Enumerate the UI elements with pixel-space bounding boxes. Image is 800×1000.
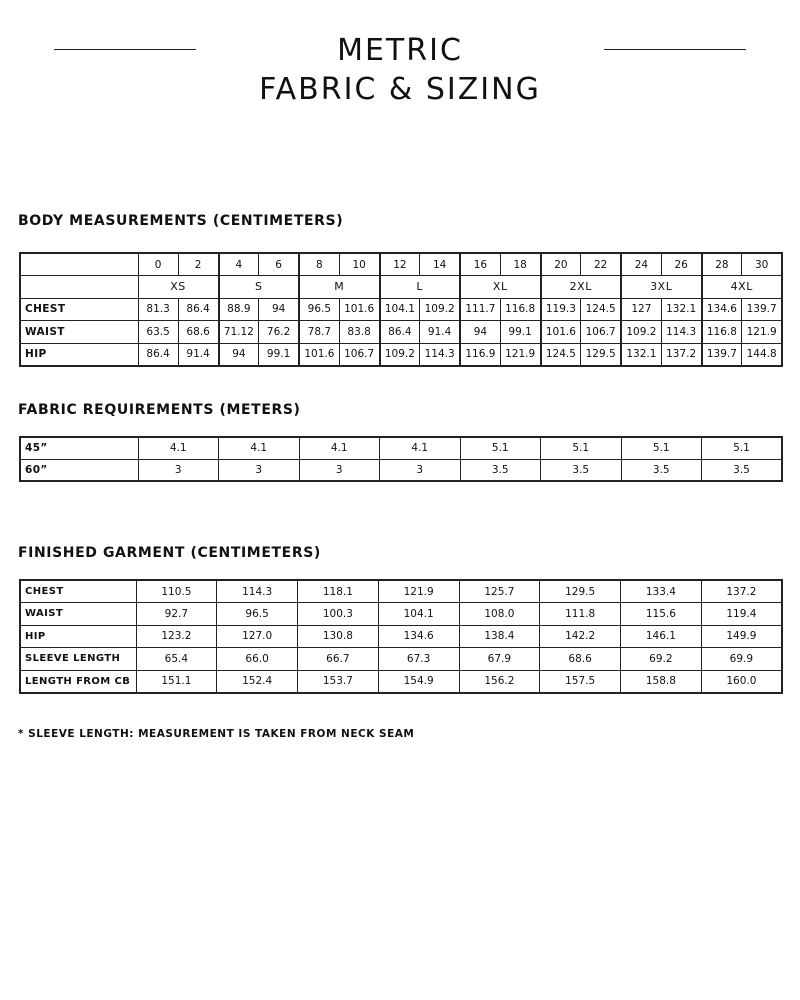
value-cell: 114.3 [661, 321, 701, 344]
value-cell: 139.7 [702, 343, 742, 366]
value-cell: 69.9 [701, 648, 782, 671]
numeric-size-cell: 22 [581, 253, 621, 276]
value-cell: 71.12 [219, 321, 259, 344]
fabric-requirements-heading: FABRIC REQUIREMENTS (METERS) [18, 402, 301, 418]
value-cell: 4.1 [380, 437, 461, 459]
row-label: CHEST [20, 580, 136, 603]
value-cell: 66.0 [217, 648, 298, 671]
numeric-size-cell: 6 [259, 253, 299, 276]
value-cell: 101.6 [299, 343, 339, 366]
corner-cell [20, 253, 138, 276]
corner-cell [20, 276, 138, 299]
value-cell: 121.9 [500, 343, 540, 366]
value-cell: 3.5 [460, 459, 541, 481]
value-cell: 106.7 [339, 343, 379, 366]
value-cell: 137.2 [661, 343, 701, 366]
value-cell: 99.1 [259, 343, 299, 366]
value-cell: 5.1 [621, 437, 702, 459]
row-label: WAIST [20, 321, 138, 344]
finished-garment-table [19, 579, 783, 694]
letter-size-cell: 4XL [702, 276, 783, 299]
value-cell: 101.6 [339, 298, 379, 321]
value-cell: 86.4 [138, 343, 178, 366]
sleeve-length-footnote: * SLEEVE LENGTH: MEASUREMENT IS TAKEN FROM NECK SEAM [18, 728, 415, 740]
letter-size-cell: XS [138, 276, 219, 299]
numeric-size-cell: 16 [460, 253, 500, 276]
value-cell: 134.6 [702, 298, 742, 321]
value-cell: 67.9 [459, 648, 540, 671]
value-cell: 124.5 [541, 343, 581, 366]
value-cell: 138.4 [459, 625, 540, 648]
numeric-size-cell: 30 [742, 253, 782, 276]
value-cell: 99.1 [500, 321, 540, 344]
value-cell: 142.2 [540, 625, 621, 648]
value-cell: 114.3 [420, 343, 460, 366]
numeric-size-cell: 12 [380, 253, 420, 276]
numeric-size-cell: 28 [702, 253, 742, 276]
value-cell: 115.6 [621, 603, 702, 626]
numeric-size-cell: 0 [138, 253, 178, 276]
value-cell: 149.9 [701, 625, 782, 648]
value-cell: 121.9 [742, 321, 782, 344]
numeric-size-cell: 14 [420, 253, 460, 276]
page-title-line2: FABRIC & SIZING [259, 72, 541, 107]
row-label: 60” [20, 459, 138, 481]
table-row [20, 437, 782, 459]
value-cell: 158.8 [621, 670, 702, 693]
value-cell: 119.4 [701, 603, 782, 626]
value-cell: 63.5 [138, 321, 178, 344]
value-cell: 121.9 [378, 580, 459, 603]
value-cell: 92.7 [136, 603, 217, 626]
value-cell: 83.8 [339, 321, 379, 344]
row-label: LENGTH FROM CB [20, 670, 136, 693]
value-cell: 66.7 [298, 648, 379, 671]
value-cell: 111.7 [460, 298, 500, 321]
value-cell: 133.4 [621, 580, 702, 603]
value-cell: 78.7 [299, 321, 339, 344]
value-cell: 123.2 [136, 625, 217, 648]
value-cell: 4.1 [299, 437, 380, 459]
table-row [20, 603, 782, 626]
value-cell: 94 [460, 321, 500, 344]
value-cell: 132.1 [621, 343, 661, 366]
value-cell: 116.8 [500, 298, 540, 321]
body-measurements-table [19, 252, 783, 367]
value-cell: 3 [380, 459, 461, 481]
value-cell: 86.4 [178, 298, 218, 321]
numeric-size-row [20, 253, 782, 276]
value-cell: 119.3 [541, 298, 581, 321]
table-row [20, 343, 782, 366]
fabric-requirements-table [19, 436, 783, 482]
value-cell: 153.7 [298, 670, 379, 693]
value-cell: 154.9 [378, 670, 459, 693]
value-cell: 160.0 [701, 670, 782, 693]
table-row [20, 670, 782, 693]
value-cell: 76.2 [259, 321, 299, 344]
numeric-size-cell: 20 [541, 253, 581, 276]
row-label: SLEEVE LENGTH [20, 648, 136, 671]
table-row [20, 625, 782, 648]
value-cell: 109.2 [380, 343, 420, 366]
value-cell: 81.3 [138, 298, 178, 321]
value-cell: 3.5 [541, 459, 622, 481]
value-cell: 94 [259, 298, 299, 321]
value-cell: 151.1 [136, 670, 217, 693]
table-row [20, 298, 782, 321]
value-cell: 129.5 [540, 580, 621, 603]
letter-size-cell: 2XL [541, 276, 622, 299]
row-label: WAIST [20, 603, 136, 626]
value-cell: 114.3 [217, 580, 298, 603]
value-cell: 68.6 [540, 648, 621, 671]
value-cell: 106.7 [581, 321, 621, 344]
letter-size-cell: L [380, 276, 461, 299]
row-label: CHEST [20, 298, 138, 321]
page-title-line1: METRIC [337, 33, 463, 68]
value-cell: 125.7 [459, 580, 540, 603]
value-cell: 96.5 [217, 603, 298, 626]
value-cell: 91.4 [420, 321, 460, 344]
row-label: HIP [20, 343, 138, 366]
value-cell: 65.4 [136, 648, 217, 671]
value-cell: 101.6 [541, 321, 581, 344]
value-cell: 111.8 [540, 603, 621, 626]
value-cell: 3 [219, 459, 300, 481]
numeric-size-cell: 4 [219, 253, 259, 276]
table-row [20, 321, 782, 344]
value-cell: 157.5 [540, 670, 621, 693]
value-cell: 67.3 [378, 648, 459, 671]
value-cell: 104.1 [378, 603, 459, 626]
letter-size-cell: XL [460, 276, 541, 299]
value-cell: 86.4 [380, 321, 420, 344]
value-cell: 146.1 [621, 625, 702, 648]
value-cell: 110.5 [136, 580, 217, 603]
value-cell: 4.1 [138, 437, 219, 459]
value-cell: 116.9 [460, 343, 500, 366]
value-cell: 109.2 [621, 321, 661, 344]
value-cell: 124.5 [581, 298, 621, 321]
value-cell: 127 [621, 298, 661, 321]
value-cell: 129.5 [581, 343, 621, 366]
value-cell: 96.5 [299, 298, 339, 321]
value-cell: 69.2 [621, 648, 702, 671]
row-label: HIP [20, 625, 136, 648]
table-row [20, 459, 782, 481]
value-cell: 134.6 [378, 625, 459, 648]
value-cell: 144.8 [742, 343, 782, 366]
value-cell: 3.5 [702, 459, 783, 481]
letter-size-row [20, 276, 782, 299]
value-cell: 152.4 [217, 670, 298, 693]
body-measurements-heading: BODY MEASUREMENTS (CENTIMETERS) [18, 213, 344, 229]
value-cell: 132.1 [661, 298, 701, 321]
row-label: 45” [20, 437, 138, 459]
value-cell: 100.3 [298, 603, 379, 626]
value-cell: 5.1 [702, 437, 783, 459]
value-cell: 130.8 [298, 625, 379, 648]
value-cell: 118.1 [298, 580, 379, 603]
value-cell: 3 [299, 459, 380, 481]
value-cell: 104.1 [380, 298, 420, 321]
letter-size-cell: 3XL [621, 276, 702, 299]
value-cell: 137.2 [701, 580, 782, 603]
numeric-size-cell: 26 [661, 253, 701, 276]
table-row [20, 648, 782, 671]
value-cell: 88.9 [219, 298, 259, 321]
table-row [20, 580, 782, 603]
numeric-size-cell: 2 [178, 253, 218, 276]
value-cell: 109.2 [420, 298, 460, 321]
letter-size-cell: S [219, 276, 300, 299]
value-cell: 156.2 [459, 670, 540, 693]
value-cell: 4.1 [219, 437, 300, 459]
numeric-size-cell: 8 [299, 253, 339, 276]
value-cell: 139.7 [742, 298, 782, 321]
value-cell: 3.5 [621, 459, 702, 481]
value-cell: 68.6 [178, 321, 218, 344]
value-cell: 5.1 [541, 437, 622, 459]
finished-garment-heading: FINISHED GARMENT (CENTIMETERS) [18, 545, 321, 561]
numeric-size-cell: 24 [621, 253, 661, 276]
value-cell: 91.4 [178, 343, 218, 366]
numeric-size-cell: 10 [339, 253, 379, 276]
value-cell: 127.0 [217, 625, 298, 648]
value-cell: 116.8 [702, 321, 742, 344]
value-cell: 108.0 [459, 603, 540, 626]
letter-size-cell: M [299, 276, 380, 299]
value-cell: 3 [138, 459, 219, 481]
value-cell: 94 [219, 343, 259, 366]
numeric-size-cell: 18 [500, 253, 540, 276]
value-cell: 5.1 [460, 437, 541, 459]
